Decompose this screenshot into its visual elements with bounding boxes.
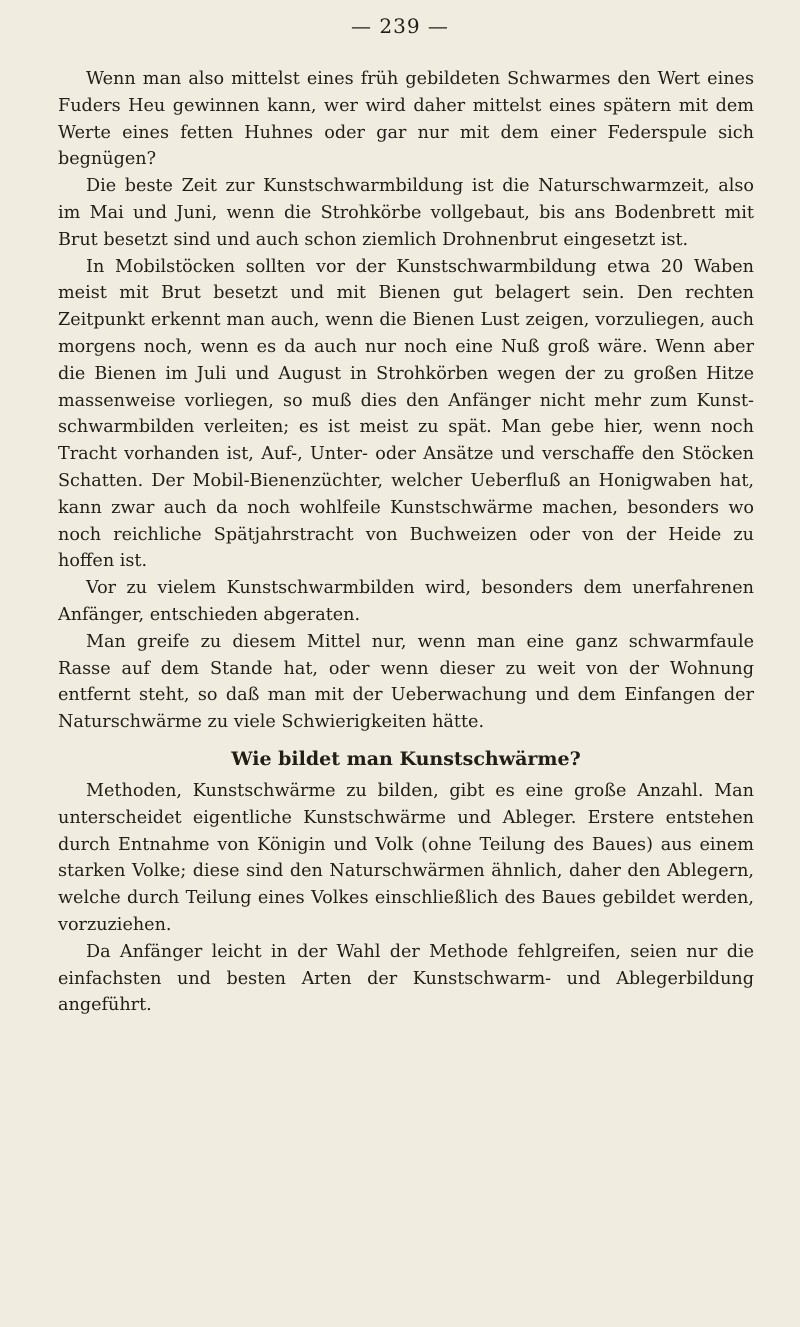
paragraph-4: Vor zu vielem Kunstschwarmbilden wird, besonders dem unerfahrenen Anfänger, entschieden abgeraten. — [58, 578, 754, 625]
paragraph-6: Methoden, Kunstschwärme zu bilden, gibt es eine große Anzahl. Man unterscheidet eigentliche Kunstschwärme und Ableger. Erstere entstehen durch Entnahme von Königin und Volk (ohne Teilung des Baues) aus einem starken Volke; diese sind den Naturschwärmen ähnlich, daher den Ablegern, welche durch Teilung eines Volkes einschließlich des Baues gebildet werden, vorzuziehen. — [58, 780, 754, 935]
paragraph-7: Da Anfänger leicht in der Wahl der Methode fehlgreifen, seien nur die einfachsten und besten Arten der Kunstschwarm- und Ablegerbildung angeführt. — [58, 941, 754, 1016]
paragraph-2: Die beste Zeit zur Kunstschwarmbildung ist die Naturschwarmzeit, also im Mai und Juni, wenn die Strohkörbe vollgebaut, bis ans Bodenbrett mit Brut besetzt sind und auch schon ziemlich Drohnenbrut eingesetzt ist. — [58, 176, 754, 250]
paragraph-5: Man greife zu diesem Mittel nur, wenn man eine ganz schwarmfaule Rasse auf dem Stande hat, oder wenn dieser zu weit von der Wohnung entfernt steht, so daß man mit der Ueberwachung und dem Einfangen der Naturschwärme zu viele Schwierigkeiten hätte. — [58, 631, 754, 733]
paragraph-1: Wenn man also mittelst eines früh gebildeten Schwarmes den Wert eines Fuders Heu gewinnen kann, wer wird daher mittelst eines spätern mit dem Werte eines fetten Huhnes oder gar nur mit dem einer Federspule sich begnügen? — [58, 69, 754, 170]
page-number: — 239 — — [351, 14, 449, 38]
section-heading: Wie bildet man Kunstschwärme? — [231, 747, 581, 770]
paragraph-3: In Mobilstöcken sollten vor der Kunstschwarmbildung etwa 20 Waben meist mit Brut besetzt und mit Bienen gut belagert sein. Den rechten Zeitpunkt erkennt man auch, wenn die Bienen Lust zeigen, vorzuliegen, auch morgens noch, wenn es da auch nur noch eine Nuß groß wäre. Wenn aber die Bienen im Juli und August in Strohkörben wegen der zu großen Hitze massenweise vorliegen, so muß dies den Anfänger nicht mehr zum Kunstschwarmbilden verleiten; es ist meist zu spät. Man gebe hier, wenn noch Tracht vorhanden ist, Auf-, Unter- oder Ansätze und verschaffe den Stöcken Schatten. Der Mobil-Bienenzüchter, welcher Ueberfluß an Honigwaben hat, kann zwar auch da noch wohlfeile Kunstschwärme machen, besonders wo noch reichliche Spätjahrstracht von Buchweizen oder von der Heide zu hoffen ist. — [58, 256, 754, 572]
body-text — [58, 66, 754, 1019]
